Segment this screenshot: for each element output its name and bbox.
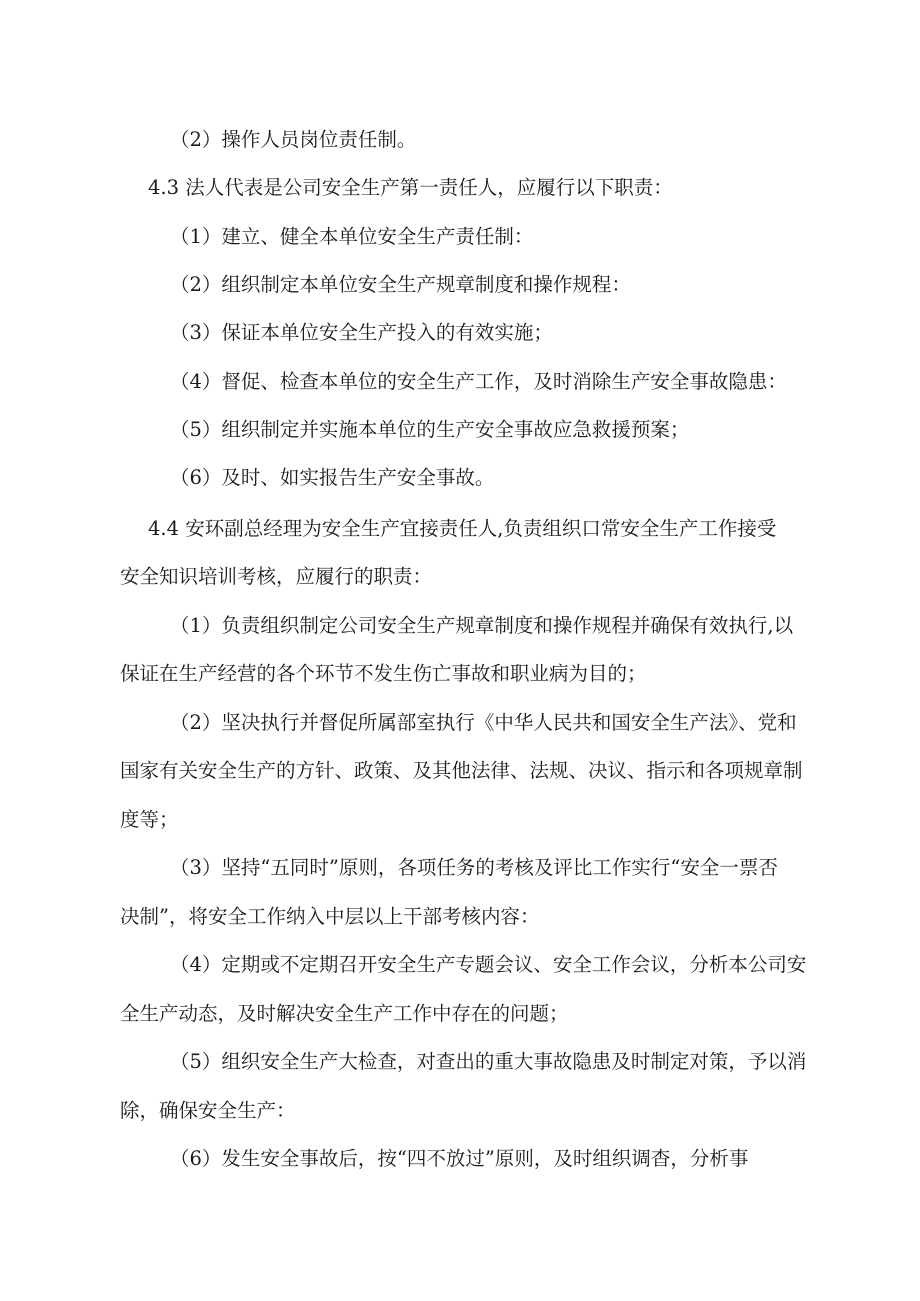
paragraph-line: （2）操作人员岗位责任制。 — [170, 128, 417, 151]
list-item: （2）坚决执行并督促所属部室执行《中华人民共和国安全生产法》、党和 — [170, 711, 797, 734]
section-heading-4-3: 4.3 法人代表是公司安全生产第一责任人，应履行以下职责： — [148, 176, 673, 199]
list-item: （4）督促、检查本单位的安全生产工作，及时消除生产安全事故隐患： — [170, 370, 787, 393]
paragraph-line: 决制”，将安全工作纳入中层以上干部考核内容： — [120, 905, 540, 928]
paragraph-line: 全生产动态，及时解决安全生产工作中存在的问题； — [120, 1002, 569, 1025]
section-heading-4-4: 4.4 安环副总经理为安全生产宜接责任人,负责组织口常安全生产工作接受 — [148, 517, 777, 540]
list-item: （6）发生安全事故后，按“四不放过”原则，及时组织调杳，分析事 — [170, 1147, 749, 1170]
list-item: （5）组织制定并实施本单位的生产安全事故应急救援预案； — [170, 418, 690, 441]
paragraph-line: 保证在生产经营的各个环节不发生伤亡事故和职业病为目的； — [120, 662, 647, 685]
paragraph-line: 除，确保安全生产： — [120, 1099, 296, 1122]
paragraph-line: 安全知识培训考核，应履行的职责： — [120, 565, 433, 588]
list-item: （4）定期或不定期召开安全生产专题会议、安全工作会议，分析本公司安 — [170, 953, 807, 976]
list-item: （3）坚持“五同时”原则，各项任务的考核及评比工作实行“安全一票否 — [170, 856, 778, 879]
paragraph-line: 度等； — [120, 808, 179, 831]
list-item: （1）负责组织制定公司安全生产规章制度和操作规程并确保有效执行,以 — [170, 614, 794, 637]
paragraph-line: 国家有关安全生产的方针、政策、及其他法律、法规、决议、指示和各项规章制 — [120, 759, 803, 782]
list-item: （5）组织安全生产大检查，对查出的重大事故隐患及时制定对策，予以消 — [170, 1050, 807, 1073]
list-item: （1）建立、健全本单位安全生产责任制： — [170, 225, 534, 248]
list-item: （6）及时、如实报告生产安全事故。 — [170, 466, 495, 489]
list-item: （3）保证本单位安全生产投入的有效实施； — [170, 321, 553, 344]
list-item: （2）组织制定本单位安全生产规章制度和操作规程： — [170, 273, 631, 296]
